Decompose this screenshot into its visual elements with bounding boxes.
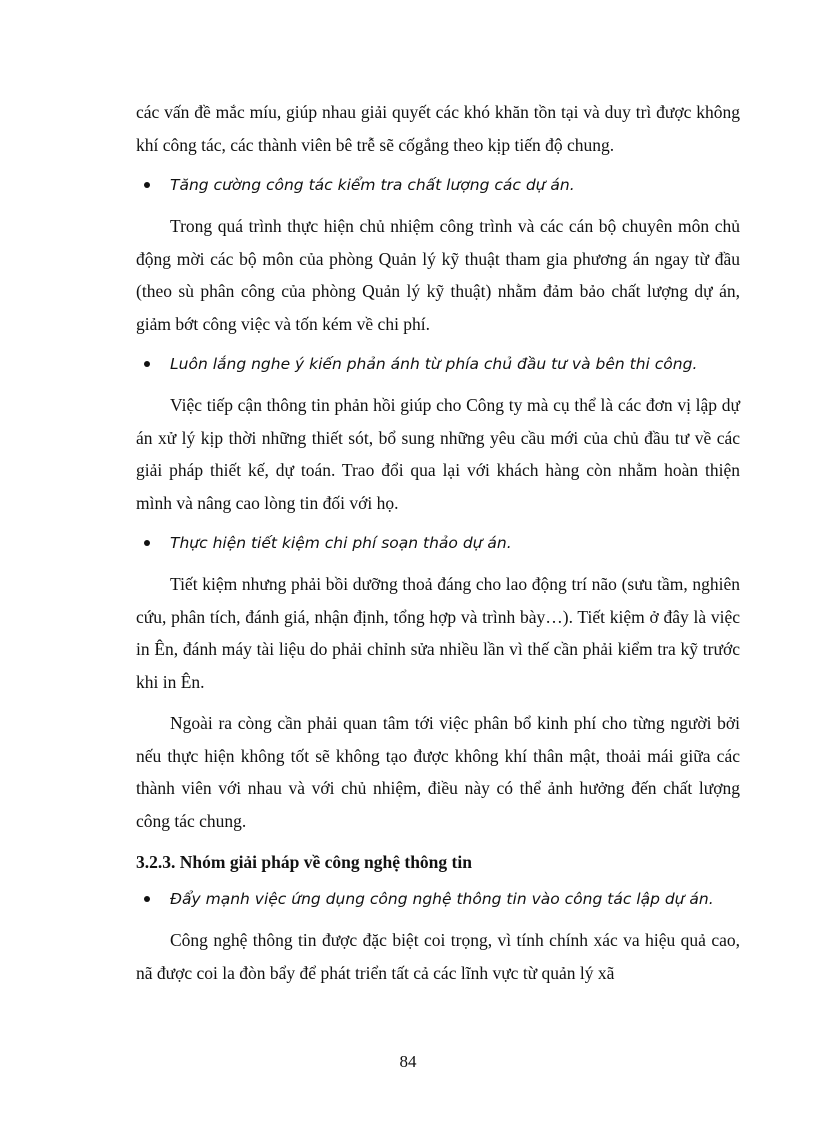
bullet-listen-feedback xyxy=(136,349,740,379)
paragraph-feedback: Việc tiếp cận thông tin phản hồi giúp cho Công ty mà cụ thể là các đơn vị lập dự án xử lý kịp thời những thiết sót, bổ sung những yêu cầu mới của chủ đầu tư về các giải pháp thiết kế, dự toán. Trao đổi qua lại với khách hàng còn nhằm hoàn thiện mình và nâng cao lòng tin đối với họ. xyxy=(136,395,740,513)
bullet-dot-icon xyxy=(144,182,150,188)
bullet-it-application xyxy=(136,884,740,914)
bullet-dot-icon xyxy=(144,361,150,367)
bullet-text: Thực hiện tiết kiệm chi phí soạn thảo dự án. xyxy=(170,534,512,552)
paragraph-quality-control: Trong quá trình thực hiện chủ nhiệm công trình và các cán bộ chuyên môn chủ động mời các bộ môn của phòng Quản lý kỹ thuật tham gia phương án ngay từ đầu (theo sù phân công của phòng Quản lý kỹ thuật) nhằm đảm bảo chất lượng dự án, giảm bớt công việc và tốn kém về chi phí. xyxy=(136,216,740,334)
section-heading: 3.2.3. Nhóm giải pháp về công nghệ thông tin xyxy=(136,852,472,872)
bullet-text: Tăng cường công tác kiểm tra chất lượng các dự án. xyxy=(170,176,575,194)
bullet-text: Luôn lắng nghe ý kiến phản ánh từ phía chủ đầu tư và bên thi công. xyxy=(170,355,698,373)
paragraph-continued: các vấn đề mắc míu, giúp nhau giải quyết các khó khăn tồn tại và duy trì được không khí công tác, các thành viên bê trễ sẽ cốgắng theo kịp tiến độ chung. xyxy=(136,102,740,155)
paragraph-cost-saving: Tiết kiệm nhưng phải bồi dưỡng thoả đáng cho lao động trí não (sưu tầm, nghiên cứu, phân tích, đánh giá, nhận định, tổng hợp và trình bày…). Tiết kiệm ở đây là việc in Ên, đánh máy tài liệu do phải chỉnh sửa nhiều lần vì thế cần phải kiểm tra kỹ trước khi in Ên. xyxy=(136,574,740,692)
bullet-text: Đẩy mạnh việc ứng dụng công nghệ thông tin vào công tác lập dự án. xyxy=(170,890,714,908)
paragraph-it: Công nghệ thông tin được đặc biệt coi trọng, vì tính chính xác va hiệu quả cao, nã được coi la đòn bẩy để phát triển tất cả các lĩnh vực từ quản lý xã xyxy=(136,930,740,983)
bullet-dot-icon xyxy=(144,540,150,546)
bullet-cost-saving xyxy=(136,528,740,558)
bullet-dot-icon xyxy=(144,896,150,902)
paragraph-budget-allocation: Ngoài ra còng cần phải quan tâm tới việc phân bổ kinh phí cho từng người bởi nếu thực hiện không tốt sẽ không tạo được không khí thân mật, thoải mái giữa các thành viên với nhau và với chủ nhiệm, điều này có thể ảnh hưởng đến chất lượng công tác chung. xyxy=(136,713,740,831)
bullet-quality-control xyxy=(136,170,740,200)
document-body xyxy=(136,96,740,998)
page-number: 84 xyxy=(399,1052,417,1071)
